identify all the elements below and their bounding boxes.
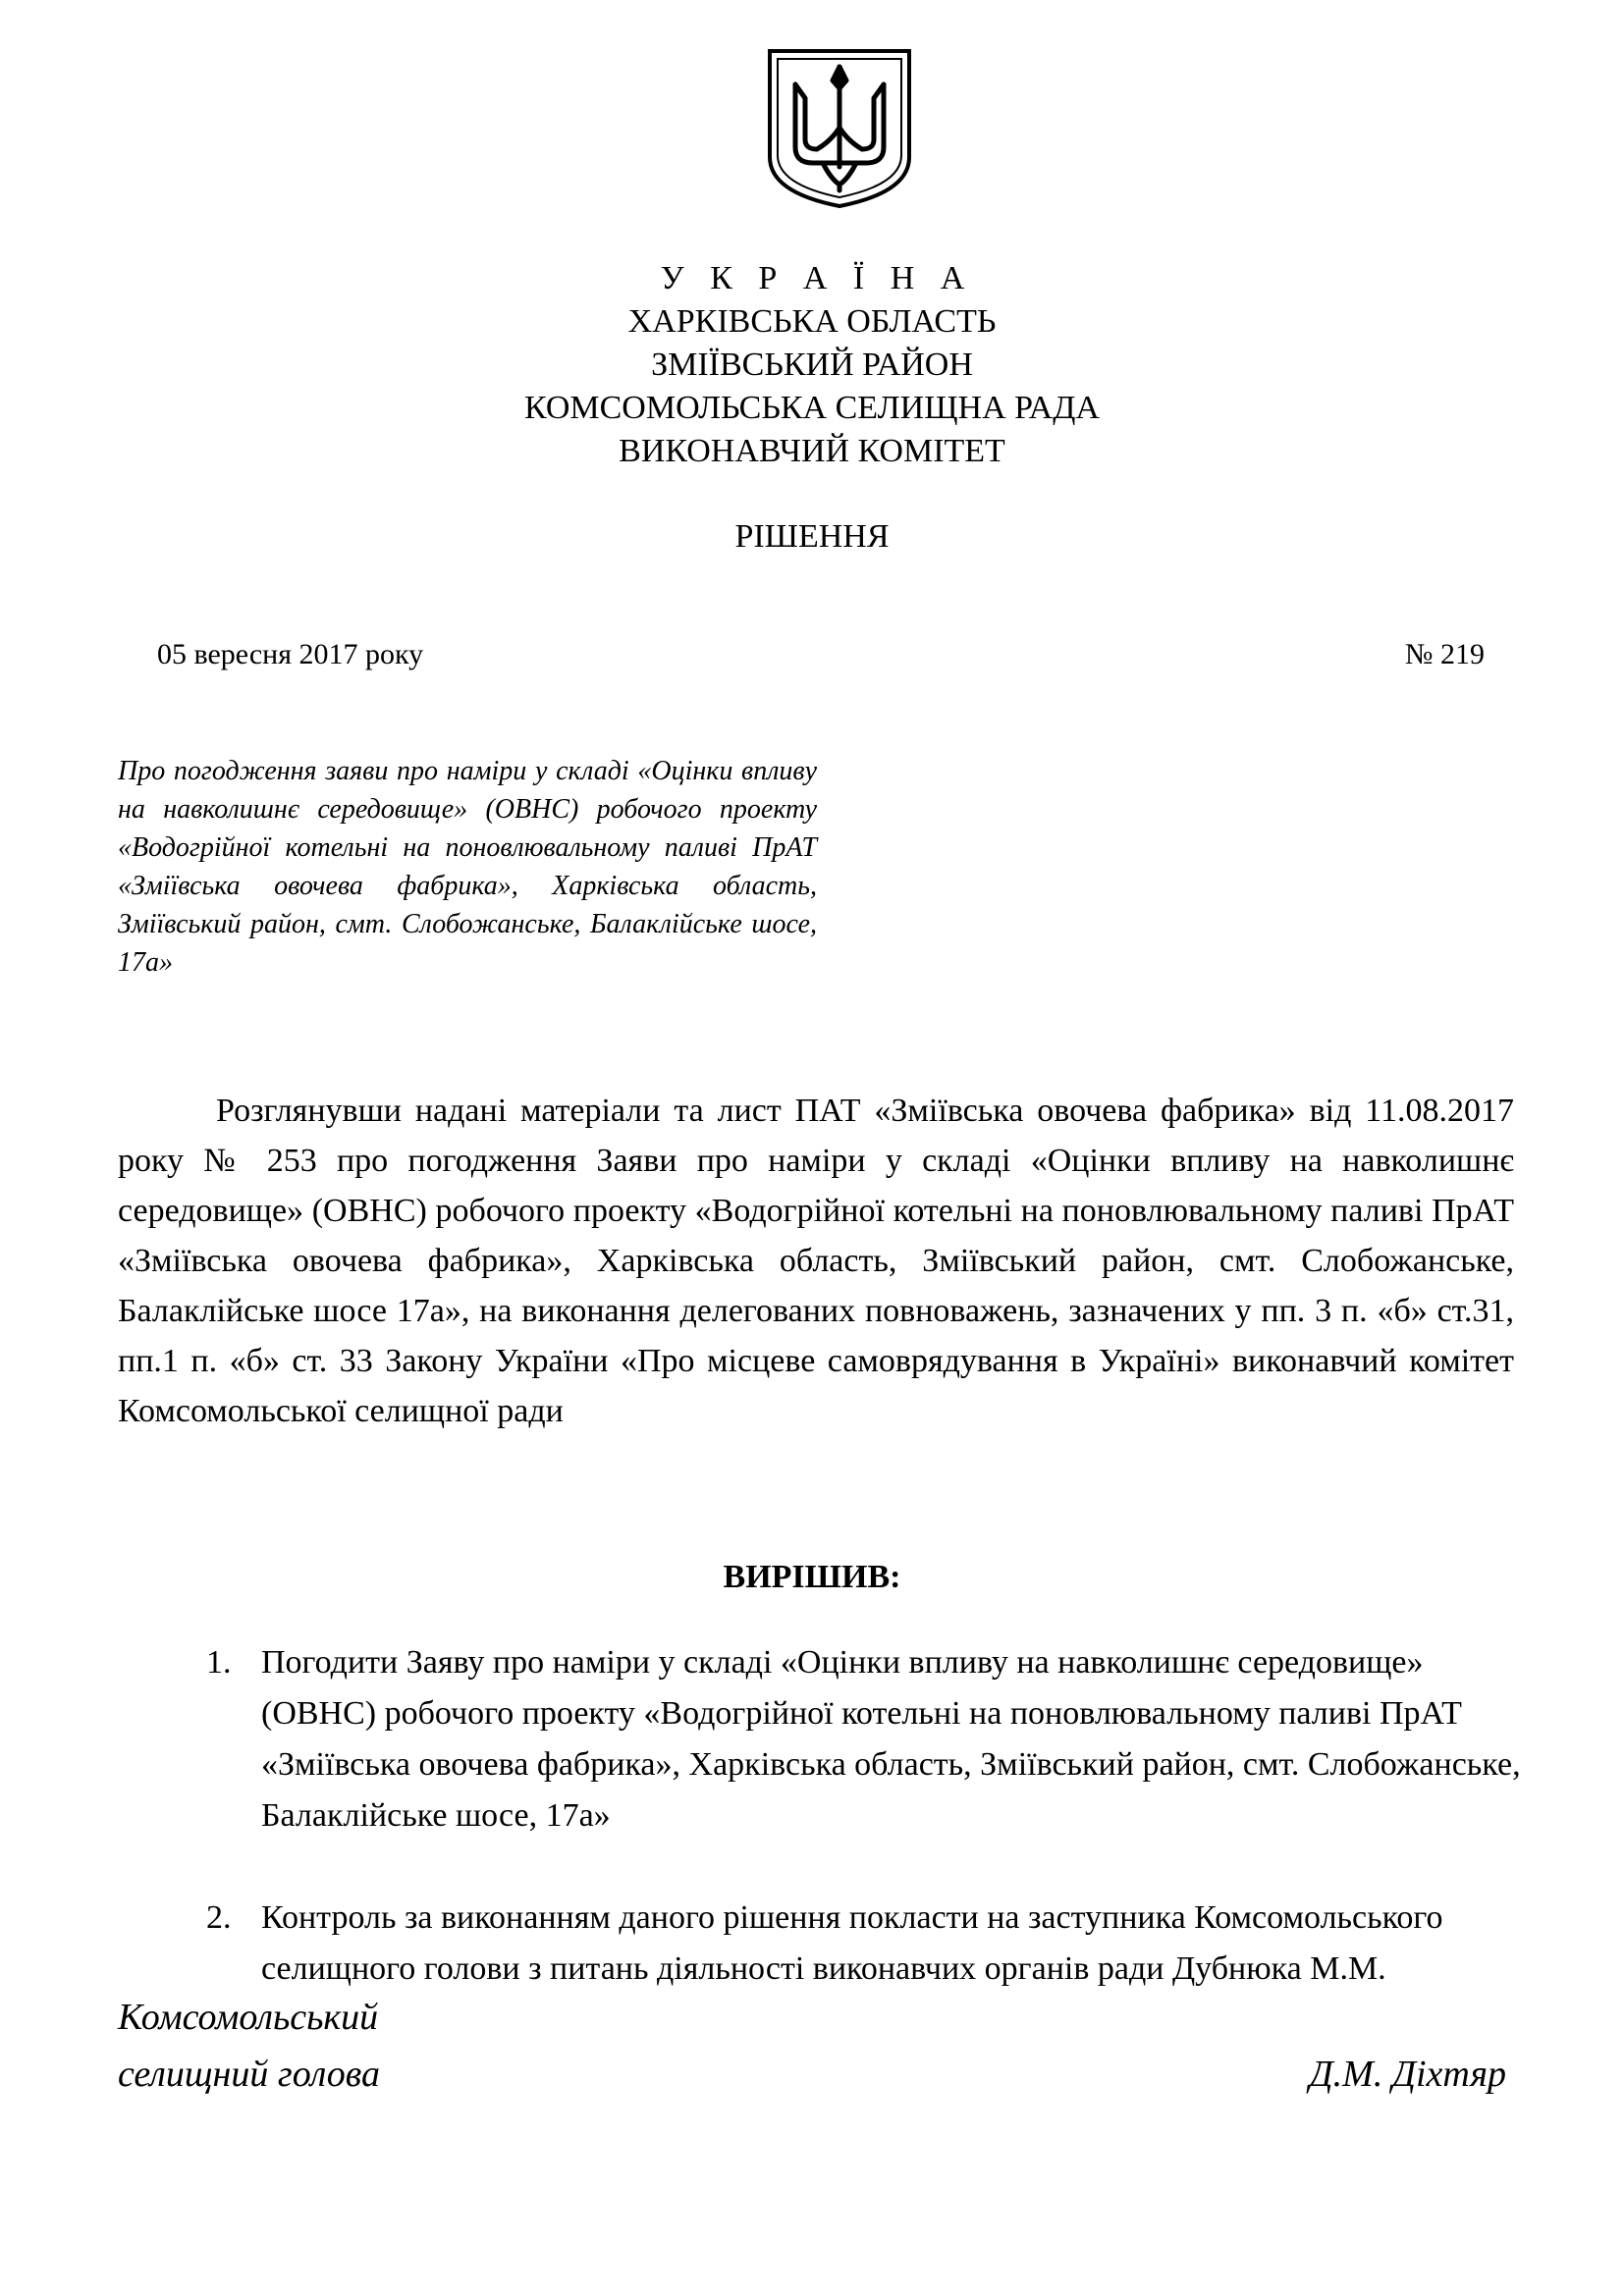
council-name: КОМСОМОЛЬСЬКА СЕЛИЩНА РАДА: [524, 390, 1100, 426]
decision-item: [206, 1893, 1522, 1995]
region-name: ХАРКІВСЬКА ОБЛАСТЬ: [627, 303, 997, 340]
country-name: У К Р А Ї Н А: [660, 260, 974, 296]
decision-number: 2.: [206, 1899, 232, 1936]
document-number: № 219: [1404, 638, 1485, 670]
resolved-heading: ВИРІШИВ:: [723, 1559, 901, 1595]
document-type: РІШЕННЯ: [734, 518, 890, 555]
document-header: [0, 257, 1624, 473]
signatory-name: Д.М. Діхтяр: [1309, 2054, 1506, 2095]
decision-number: 1.: [206, 1644, 232, 1681]
signatory-position-line2: селищний голова: [118, 2054, 381, 2095]
preamble-paragraph: Розглянувши надані матеріали та лист ПАТ «Зміївська овочева фабрика» від 11.08.2017 року № 253 про погодження Заяви про наміри у складі «Оцінки впливу на навколишнє середовище» (ОВНС) робочого проекту «Водогрійної котельні на поновлювальному паливі ПрАТ «Зміївська овочева фабрика», Харківська область, Зміївський район, смт. Слобожанське, Балаклійське шосе 17а», на виконання делегованих повноважень, зазначених у пп. 3 п. «б» ст.31, пп.1 п. «б» ст. 33 Закону України «Про місцеве самоврядування в Україні» виконавчий комітет Комсомольської селищної ради: [118, 1093, 1514, 1429]
decision-text: Контроль за виконанням даного рішення покласти на заступника Комсомольського селищного голови з питань діяльності виконавчих органів ради Дубнюка М.М.: [261, 1899, 1443, 1987]
district-name: ЗМІЇВСЬКИЙ РАЙОН: [651, 347, 973, 383]
decision-item: [206, 1637, 1522, 1842]
decisions-list: [206, 1637, 1522, 2046]
decision-text: Погодити Заяву про наміри у складі «Оцінки впливу на навколишнє середовище» (ОВНС) робочого проекту «Водогрійної котельні на поновлювальному паливі ПрАТ «Зміївська овочева фабрика», Харківська область, Зміївський район, смт. Слобожанське, Балаклійське шосе, 17а»: [261, 1644, 1521, 1834]
document-date: 05 вересня 2017 року: [157, 638, 424, 670]
signatory-position: [118, 1989, 380, 2103]
signatory-position-line1: Комсомольський: [118, 1997, 379, 2038]
ukraine-coat-of-arms-icon: [766, 47, 913, 210]
document-subject: Про погодження заяви про наміри у складі «Оцінки впливу на навколишнє середовище» (ОВНС) робочого проекту «Водогрійної котельні на поновлювальному паливі ПрАТ «Зміївська овочева фабрика», Харківська область, Зміївський район, смт. Слобожанське, Балаклійське шосе, 17а»: [118, 756, 817, 978]
committee-name: ВИКОНАВЧИЙ КОМІТЕТ: [619, 433, 1005, 469]
